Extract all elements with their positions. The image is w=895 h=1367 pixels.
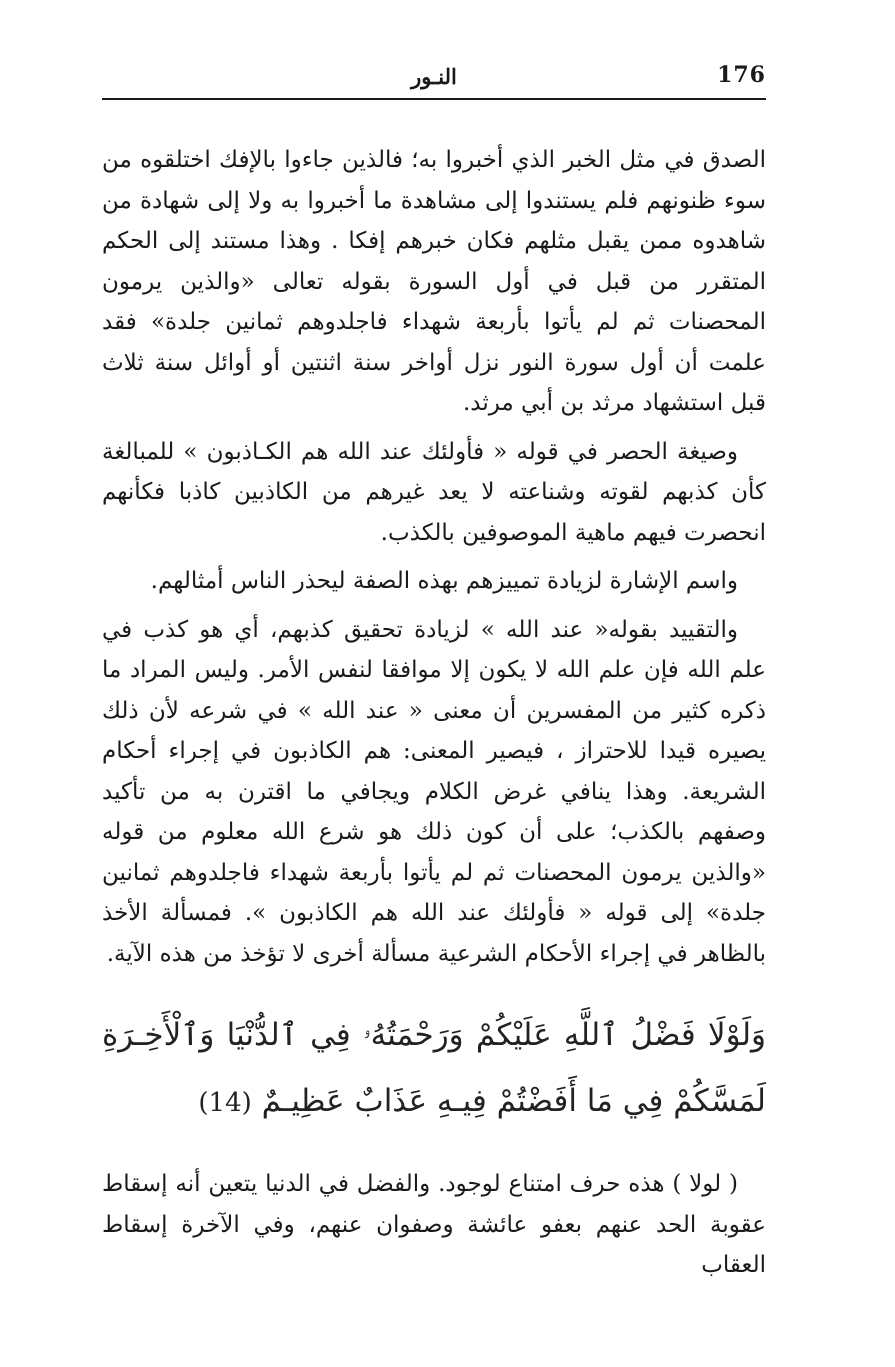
closing-paragraph: ( لولا ) هذه حرف امتناع لوجود. والفضل في الدنيا يتعين أنه إسقاط عقوبة الحد عنهم بعفو عائشة وصفوان عنهم، وفي الآخرة إسقاط العقاب [102,1171,766,1278]
page-header [102,58,766,100]
quran-verse [102,1002,766,1136]
paragraph: والتقييد بقوله« عند الله » لزيادة تحقيق كذبهم، أي هو كذب في علم الله فإن علم الله لا يكون إلا موافقا لنفس الأمر. وليس المراد ما ذكره كثير من المفسرين أن معنى « عند الله » في شرعه لأن ذلك يصيره قيدا للاحتراز ، فيصير المعنى: هم الكاذبون في إجراء أحكام الشريعة. وهذا ينافي غرض الكلام ويجافي ما اقترن به من تأكيد وصفهم بالكذب؛ على أن كون ذلك هو شرع الله معلوم من قوله «والذين يرمون المحصنات ثم لم يأتوا بأربعة شهداء فاجلدوهم ثمانين جلدة» إلى قوله « فأولئك عند الله هم الكاذبون ». فمسألة الأخذ بالظاهر في إجراء الأحكام الشرعية مسألة أخرى لا تؤخذ من هذه الآية. [102,616,766,967]
page-number: 176 [717,62,766,88]
paragraph: الصدق في مثل الخبر الذي أخبروا به؛ فالذين جاءوا بالإفك اختلقوه من سوء ظنونهم فلم يستندوا إلى مشاهدة ما أخبروا به ولا إلى شهادة من شاهدوه ممن يقبل مثلهم فكان خبرهم إفكا . وهذا مستند إلى الحكم المتقرر من قبل في أول السورة بقوله تعالى «والذين يرمون المحصنات ثم لم يأتوا بأربعة شهداء فاجلدوهم ثمانين جلدة» فقد علمت أن أول سورة النور نزل أواخر سنة اثنتين أو أوائل سنة ثلاث قبل استشهاد مرثد بن أبي مرثد. [102,147,766,416]
paragraph: واسم الإشارة لزيادة تمييزهم بهذه الصفة ليحذر الناس أمثالهم. [150,568,738,594]
page-body [102,140,766,1286]
running-title: النـور [411,64,457,89]
paragraph: وصيغة الحصر في قوله « فأولئك عند الله هم الكـاذبون » للمبالغة كأن كذبهم لقوته وشناعته لا يعد غيرهم من الكاذبين كاذبا فكأنهم انحصرت فيهم ماهية الموصوفين بالكذب. [102,438,766,546]
verse-number: (14) [198,1088,252,1118]
verse-text: وَلَوْلَا فَضْلُ ٱللَّهِ عَلَيْكُمْ وَرَحْمَتُهُۥ فِي ٱلدُّنْيَا وَٱلْأَخِـرَةِ لَمَسَّكُمْ فِي مَا أَفَضْتُمْ فِيـهِ عَذَابٌ عَظِيـمٌ [102,1017,766,1119]
